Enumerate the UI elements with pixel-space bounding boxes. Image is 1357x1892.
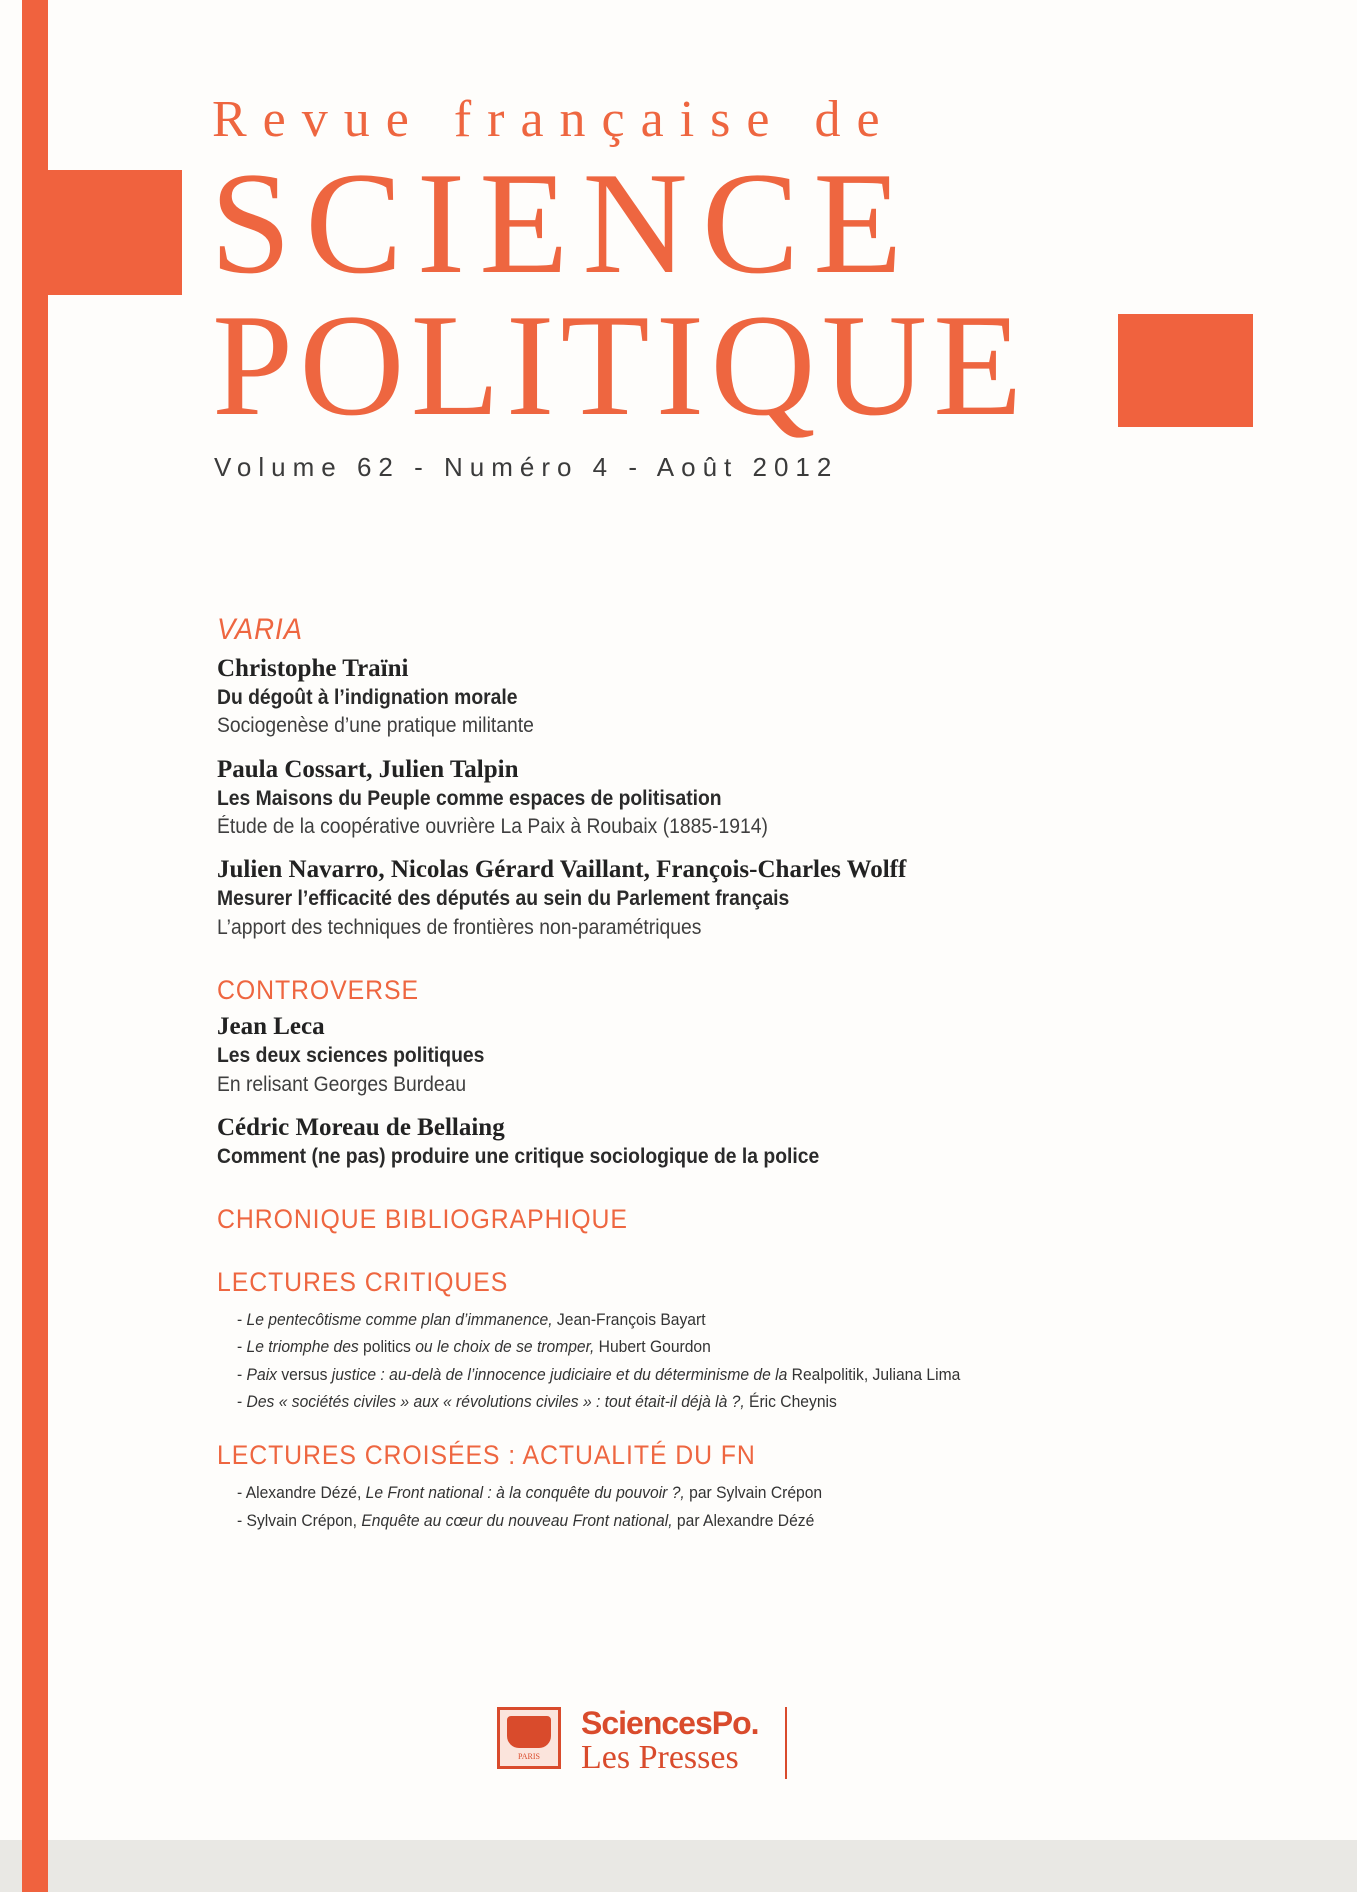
publisher-name: SciencesPo. [581, 1705, 759, 1741]
article-entry[interactable] [217, 1012, 1277, 1099]
cross-review-list [237, 1479, 1277, 1533]
article-entry[interactable] [217, 755, 1277, 842]
article-author: Christophe Traïni [217, 655, 409, 682]
article-title: Du dégoût à l’indignation morale [217, 686, 518, 709]
horizontal-accent-block [22, 170, 182, 295]
review-item[interactable]: - Paix versus justice : au-delà de l’innocence judiciaire et du déterminisme de la Realpolitik, Juliana Lima [237, 1364, 961, 1384]
section-heading-lectures-croisees: LECTURES CROISÉES : ACTUALITÉ DU FN [217, 1440, 756, 1471]
article-subtitle: Étude de la coopérative ouvrière La Paix à Roubaix (1885-1914) [217, 815, 768, 839]
article-subtitle: L’apport des techniques de frontières non-paramétriques [217, 915, 702, 939]
section-heading-controverse: CONTROVERSE [217, 975, 419, 1006]
article-entry[interactable] [217, 654, 1277, 741]
article-author: Paula Cossart, Julien Talpin [217, 755, 519, 783]
article-author: Jean Leca [217, 1013, 325, 1041]
section-heading-varia: VARIA [217, 613, 303, 646]
article-title: Comment (ne pas) produire une critique sociologique de la police [217, 1145, 820, 1169]
article-title: Les deux sciences politiques [217, 1044, 485, 1068]
masthead-science: SCIENCE [210, 142, 917, 304]
scan-shadow [0, 1840, 1357, 1892]
seal-text: PARIS [518, 1752, 540, 1761]
article-author: Cédric Moreau de Bellaing [217, 1114, 505, 1142]
review-item[interactable]: - Alexandre Dézé, Le Front national : à la conquête du pouvoir ?, par Sylvain Crépon [237, 1483, 823, 1503]
article-subtitle: Sociogenèse d’une pratique militante [217, 714, 534, 738]
review-item[interactable]: - Le pentecôtisme comme plan d’immanence, Jean-François Bayart [237, 1310, 706, 1330]
article-entry[interactable] [217, 855, 1277, 942]
review-item[interactable]: - Sylvain Crépon, Enquête au cœur du nouveau Front national, par Alexandre Dézé [237, 1510, 815, 1530]
review-item[interactable]: - Le triomphe des politics ou le choix de se tromper, Hubert Gourdon [237, 1337, 711, 1357]
masthead-politique: POLITIQUE [212, 284, 1029, 446]
right-accent-block [1118, 314, 1253, 427]
article-entry[interactable] [217, 1113, 1277, 1171]
section-heading-lectures-critiques: LECTURES CRITIQUES [217, 1266, 509, 1297]
review-list [237, 1306, 1277, 1415]
issue-info: Volume 62 - Numéro 4 - Août 2012 [214, 452, 839, 482]
article-subtitle: En relisant Georges Burdeau [217, 1072, 467, 1096]
masthead-line1: Revue française de [212, 91, 896, 148]
publisher-subname: Les Presses [581, 1739, 739, 1776]
article-author: Julien Navarro, Nicolas Gérard Vaillant, François-Charles Wolff [217, 856, 907, 884]
article-title: Les Maisons du Peuple comme espaces de politisation [217, 786, 722, 810]
table-of-contents [217, 612, 1277, 1534]
logo-divider [785, 1707, 787, 1779]
review-item[interactable]: - Des « sociétés civiles » aux « révolutions civiles » : tout était-il déjà là ?, Éric Cheynis [237, 1391, 837, 1411]
section-heading-chronique: CHRONIQUE BIBLIOGRAPHIQUE [217, 1204, 628, 1235]
seal-icon [497, 1707, 561, 1769]
article-title: Mesurer l’efficacité des députés au sein du Parlement français [217, 887, 790, 911]
